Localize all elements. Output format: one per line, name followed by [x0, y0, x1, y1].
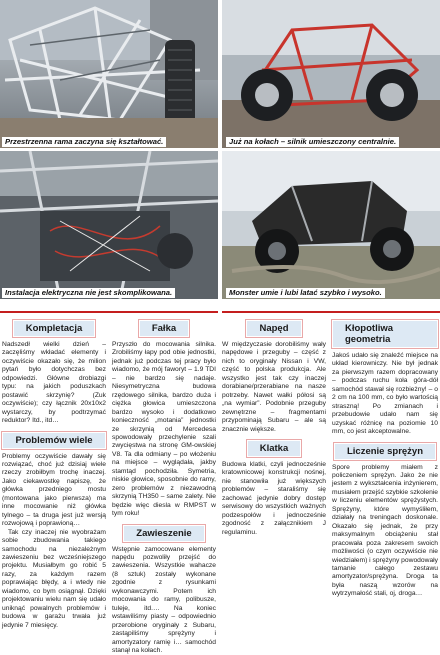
paragraph: Budowa klatki, czyli jednocześnie kratownicowej konstrukcji nośnej, nie stanowiła już większych problemów – staraliśmy się zachować jedynie dobry dostęp serwisowy do wszystkich ważnych podzespołów i jednocześnie zgodność z załącznikiem J regulaminu. — [222, 460, 326, 536]
section-klopotliwa-heading — [332, 320, 438, 348]
section-title: Kompletacja — [13, 320, 96, 337]
section-falka-heading — [112, 320, 216, 337]
section-liczenie-heading — [332, 443, 438, 460]
photo-wheels — [222, 0, 440, 148]
section-title: Napęd — [246, 320, 301, 337]
divider-line-right — [222, 311, 440, 313]
frame-caption: Przestrzenna rama zaczyna się kształtować. — [2, 137, 166, 147]
section-title: Klatka — [247, 440, 302, 457]
photo-wiring — [0, 151, 218, 299]
divider-line-left — [0, 311, 218, 313]
section-title: Zawieszenie — [123, 525, 204, 542]
article-column-3 — [222, 318, 326, 619]
monster-caption: Monster umie i lubi latać szybko i wysoko. — [226, 288, 385, 298]
photo-monster — [222, 151, 440, 299]
paragraph: W międzyczasie dorobiliśmy wały napędowe i przeguby – część z nich to oryginały Nissan i VW, część to polska produkcja. Ale wszystko jest tak czy inaczej dorabiane/przerabiane na nasze potrzeby. Nawet wałki półosi są „na wymiar”. Podobnie przeguby zewnętrzne – fragmentami przypominają Subaru – ale są znacznie większe. — [222, 341, 326, 433]
paragraph: Przyszło do mocowania silnika. Zrobiliśmy łapy pod obie jednostki, jednak już podczas tej pracy było wiadomo, że mój faworyt – 1.9 TDI – nie bardzo się nadaje. Niesymetryczna budowa rzędowego silnika, bardzo duża i ciężka głowica umieszczona bardzo wysoko i dodatkowo konieczność „motania” jednostki ze skrzynią od Mercedesa spowodowały przechylenie szali zwycięstwa na stronę GM-owskiej V8. Ta dla odmiany – po włożeniu na miejsce – wyglądała, jakby stamtąd pochodziła. Symetria, niskie głowice, sposobnie do ramy, zero problemów z niezawodną skrzynią TH350 – same zalety. Nie będzie więc diesla w RMPST w tym roku! — [112, 341, 216, 518]
section-klatka-heading — [222, 440, 326, 457]
photo-frame — [0, 0, 218, 148]
paragraph: Jakoś udało się znaleźć miejsce na układ kierowniczy. Nie był jednak za pierwszym razem dopracowany – podczas ruchu koła góra-dół samochód stawał się rozbieżny! – o 2 cm na 100 mm, co było wartością straszną! Po zmianach i przebudowie udało nam się uzyskać różnicę na poziomie 10 mm, co jest akceptowalne. — [332, 352, 438, 436]
paragraph: Tak czy inaczej nie wyobrażam sobie zbudowania takiego samochodu na niezależnym zawieszeniu bez wcześniejszego projektu. Musiałbym go robić 5 razy, za każdym razem poprawiając błędy, a i wtedy nie wiadomo, co bym osiągnął. Dzięki projektowaniu wielu nam się udało uniknąć powalnych problemów i budowa w garażu trwała już jedynie 7 miesięcy. — [2, 528, 106, 629]
section-title: Fałka — [139, 320, 189, 337]
section-zawieszenie-heading — [112, 525, 216, 542]
wiring-caption: Instalacja elektryczna nie jest skomplikowana. — [2, 288, 175, 298]
paragraph: Nadszedł wielki dzień – zaczęliśmy wkładać elementy i oczywiście okazało się, że milion pytań było dotychczas bez odpowiedzi. Główne drobiazgi typu: na jakich poduszkach postawić skrzynię? (Zuk oczywiście); czy łącznik 20x10x2 wystarczy, by podtrzymać reduktor? Itd., itd… — [2, 341, 106, 425]
section-title: Problemów wiele — [2, 432, 105, 449]
article-column-4 — [332, 318, 438, 619]
section-title: Kłopotliwa geometria — [332, 320, 438, 348]
article-column-2 — [112, 318, 216, 654]
paragraph: Wstępnie zamocowane elementy napędu pozwoliły przejść do zawieszenia. Wszystkie wahacze (8 sztuk) zostały wykonane zgodnie z rysunkami wykonawczymi. Potem ich mocowania do ramy, polibusze, tuleje, itd.… Na koniec wstawiliśmy piasty – odpowiednio przerobione oryginały z Subaru, zastąpiliśmy sprężyny i amortyzatory ramię i… samochód stanął na kołach. — [112, 545, 216, 654]
article-column-1 — [2, 318, 106, 629]
wheels-caption: Już na kołach – silnik umieszczony centralnie. — [226, 137, 399, 147]
paragraph: Problemy oczywiście dawały się rozwiązać, choć już dzisiaj wiele rzeczy zrobiłbym trochę inaczej. Jako ciekawostkę napiszę, że główka przedniego mostu (montowana jako pierwsza) ma inne mocowanie niż główka tylnego – ta druga jest już wersją rozwojową i poprawioną… — [2, 452, 106, 528]
paragraph: Spore problemy miałem z policzeniem sprężyn. Jako że nie jestem z wykształcenia inżynierem, musiałem przejść szybkie szkolenie w liczeniu elementów sprężystych. Sprężyny, które wymyśliłem, działały na treningach doskonale. Okazało się jednak, że przy maksymalnym obciążeniu stał pracowała poza zakresem swoich możliwości (o czym oczywiście nie wiedziałem) i sprężyny powodowały tamanie całego zestawu amortyzator/sprężyna. Droga ta była naszą wzorów na wytrzymałość stali, oj, droga… — [332, 463, 438, 598]
section-kompletacja-heading — [2, 320, 106, 337]
section-problemow-heading — [2, 432, 106, 449]
section-title: Liczenie sprężyn — [334, 443, 436, 460]
section-naped-heading — [222, 320, 326, 337]
